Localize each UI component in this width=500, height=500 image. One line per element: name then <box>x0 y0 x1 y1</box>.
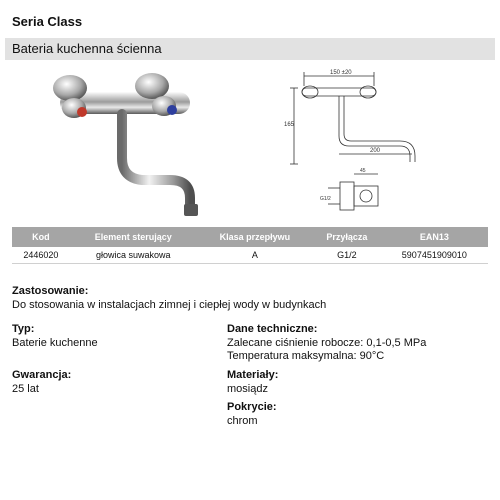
col-header-ean13: EAN13 <box>381 227 488 247</box>
cell-flow-class: A <box>197 247 313 264</box>
materials-value: mosiądz <box>227 383 268 395</box>
warranty-value: 25 lat <box>12 383 39 395</box>
faucet-photo <box>40 68 220 220</box>
col-header-connections: Przyłącza <box>313 227 381 247</box>
coating-label: Pokrycie: <box>227 401 277 413</box>
cell-code: 2446020 <box>12 247 70 264</box>
series-title: Seria Class <box>12 14 83 29</box>
technical-label: Dane techniczne: <box>227 323 318 335</box>
col-header-flow-class: Klasa przepływu <box>197 227 313 247</box>
product-name: Bateria kuchenna ścienna <box>12 41 162 56</box>
table-row <box>12 247 488 264</box>
cell-control-element: głowica suwakowa <box>70 247 197 264</box>
usage-text: Do stosowania w instalacjach zimnej i ciepłej wody w budynkach <box>12 299 327 311</box>
materials-label: Materiały: <box>227 369 279 381</box>
technical-temperature: Temperatura maksymalna: 90°C <box>227 350 385 362</box>
technical-pressure: Zalecane ciśnienie robocze: 0,1-0,5 MPa <box>227 337 427 349</box>
thread-dim-label: G1/2 <box>320 196 331 202</box>
type-value: Baterie kuchenne <box>12 337 98 349</box>
usage-label: Zastosowanie: <box>12 285 89 297</box>
type-label: Typ: <box>12 323 35 335</box>
height-dim-label: 165 <box>284 122 295 128</box>
cell-ean13: 5907451909010 <box>381 247 488 264</box>
width-dim-label: 150 ±20 <box>330 70 352 76</box>
cell-connections: G1/2 <box>313 247 381 264</box>
warranty-label: Gwarancja: <box>12 369 72 381</box>
side-view-drawing <box>318 168 398 224</box>
depth-dim-label: 45 <box>360 168 366 174</box>
spec-table <box>12 227 488 264</box>
col-header-control-element: Element sterujący <box>70 227 197 247</box>
spec-table-header-row <box>12 227 488 247</box>
coating-value: chrom <box>227 415 258 427</box>
col-header-code: Kod <box>12 227 70 247</box>
product-name-bar <box>5 38 495 60</box>
spout-dim-label: 200 <box>370 148 381 154</box>
